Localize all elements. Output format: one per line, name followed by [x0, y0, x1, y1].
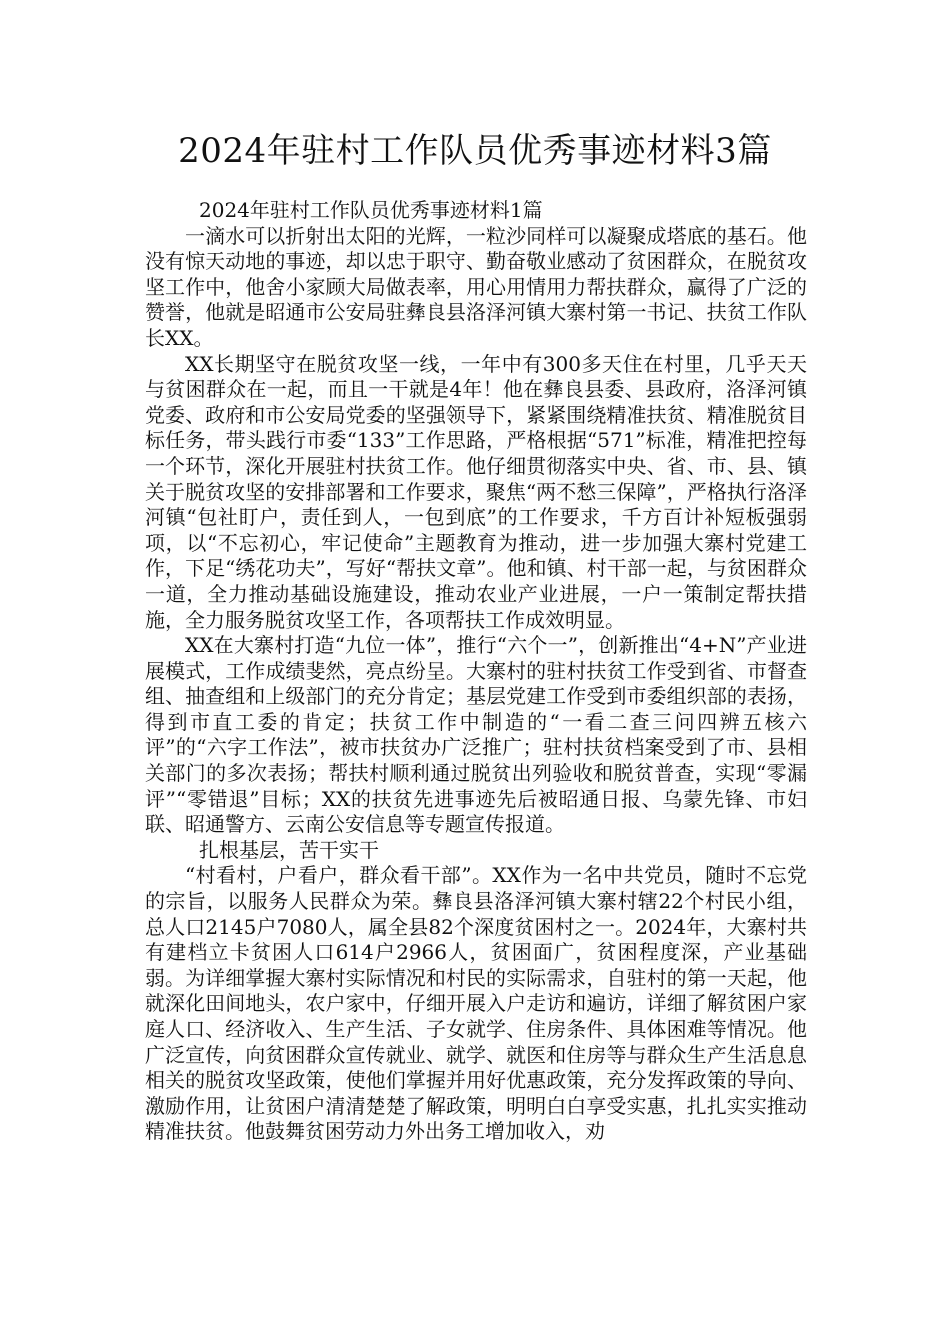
paragraph-4: “村看村，户看户，群众看干部”。XX作为一名中共党员，随时不忘党的宗旨，以服务人民群众为荣。彝良县洛泽河镇大寨村辖22个村民小组，总人口2145户7080人，属全县82个深度贫困村之一。2024年，大寨村共有建档立卡贫困人口614户2966人，贫困面广，贫困程度深，产业基础弱。为详细掌握大寨村实际情况和村民的实际需求，自驻村的第一天起，他就深化田间地头，农户家中，仔细开展入户走访和遍访，详细了解贫困户家庭人口、经济收入、生产生活、子女就学、住房条件、具体困难等情况。他广泛宣传，向贫困群众宣传就业、就学、就医和住房等与群众生产生活息息相关的脱贫攻坚政策，使他们掌握并用好优惠政策，充分发挥政策的导向、激励作用，让贫困户清清楚楚了解政策，明明白白享受实惠，扎扎实实推动精准扶贫。他鼓舞贫困劳动力外出务工增加收入，劝	[145, 863, 807, 1144]
section-heading: 2024年驻村工作队员优秀事迹材料1篇	[199, 198, 543, 222]
section-subheading: 扎根基层，苦干实干	[199, 837, 379, 862]
paragraph-3: XX在大寨村打造“九位一体”，推行“六个一”，创新推出“4+N”产业进展模式，工作成绩斐然，亮点纷呈。大寨村的驻村扶贫工作受到省、市督查组、抽查组和上级部门的充分肯定；基层党建工作受到市委组织部的表扬，得到市直工委的肯定；扶贫工作中制造的“一看二查三问四辨五核六评”的“六字工作法”，被市扶贫办广泛推广；驻村扶贫档案受到了市、县相关部门的多次表扬；帮扶村顺利通过脱贫出列验收和脱贫普查，实现“零漏评”“零错退”目标；XX的扶贫先进事迹先后被昭通日报、乌蒙先锋、市妇联、昭通警方、云南公安信息等专题宣传报道。	[145, 633, 807, 837]
document-body	[145, 198, 807, 1145]
paragraph-1: 一滴水可以折射出太阳的光辉，一粒沙同样可以凝聚成塔底的基石。他没有惊天动地的事迹，却以忠于职守、勤奋敬业感动了贫困群众，在脱贫攻坚工作中，他舍小家顾大局做表率，用心用情用力帮扶群众，赢得了广泛的赞誉，他就是昭通市公安局驻彝良县洛泽河镇大寨村第一书记、扶贫工作队长XX。	[145, 223, 807, 350]
paragraph-2: XX长期坚守在脱贫攻坚一线，一年中有300多天住在村里，几乎天天与贫困群众在一起，而且一干就是4年！他在彝良县委、县政府，洛泽河镇党委、政府和市公安局党委的坚强领导下，紧紧围绕精准扶贫、精准脱贫目标任务，带头践行市委“133”工作思路，严格根据“571”标准，精准把控每一个环节，深化开展驻村扶贫工作。他仔细贯彻落实中央、省、市、县、镇关于脱贫攻坚的安排部署和工作要求，聚焦“两不愁三保障”，严格执行洛泽河镇“包社盯户，责任到人，一包到底”的工作要求，千方百计补短板强弱项，以“不忘初心，牢记使命”主题教育为推动，进一步加强大寨村党建工作，下足“绣花功夫”，写好“帮扶文章”。他和镇、村干部一起，与贫困群众一道，全力推动基础设施建设，推动农业产业进展，一户一策制定帮扶措施，全力服务脱贫攻坚工作，各项帮扶工作成效明显。	[145, 351, 807, 632]
document-title: 2024年驻村工作队员优秀事迹材料3篇	[178, 131, 772, 171]
